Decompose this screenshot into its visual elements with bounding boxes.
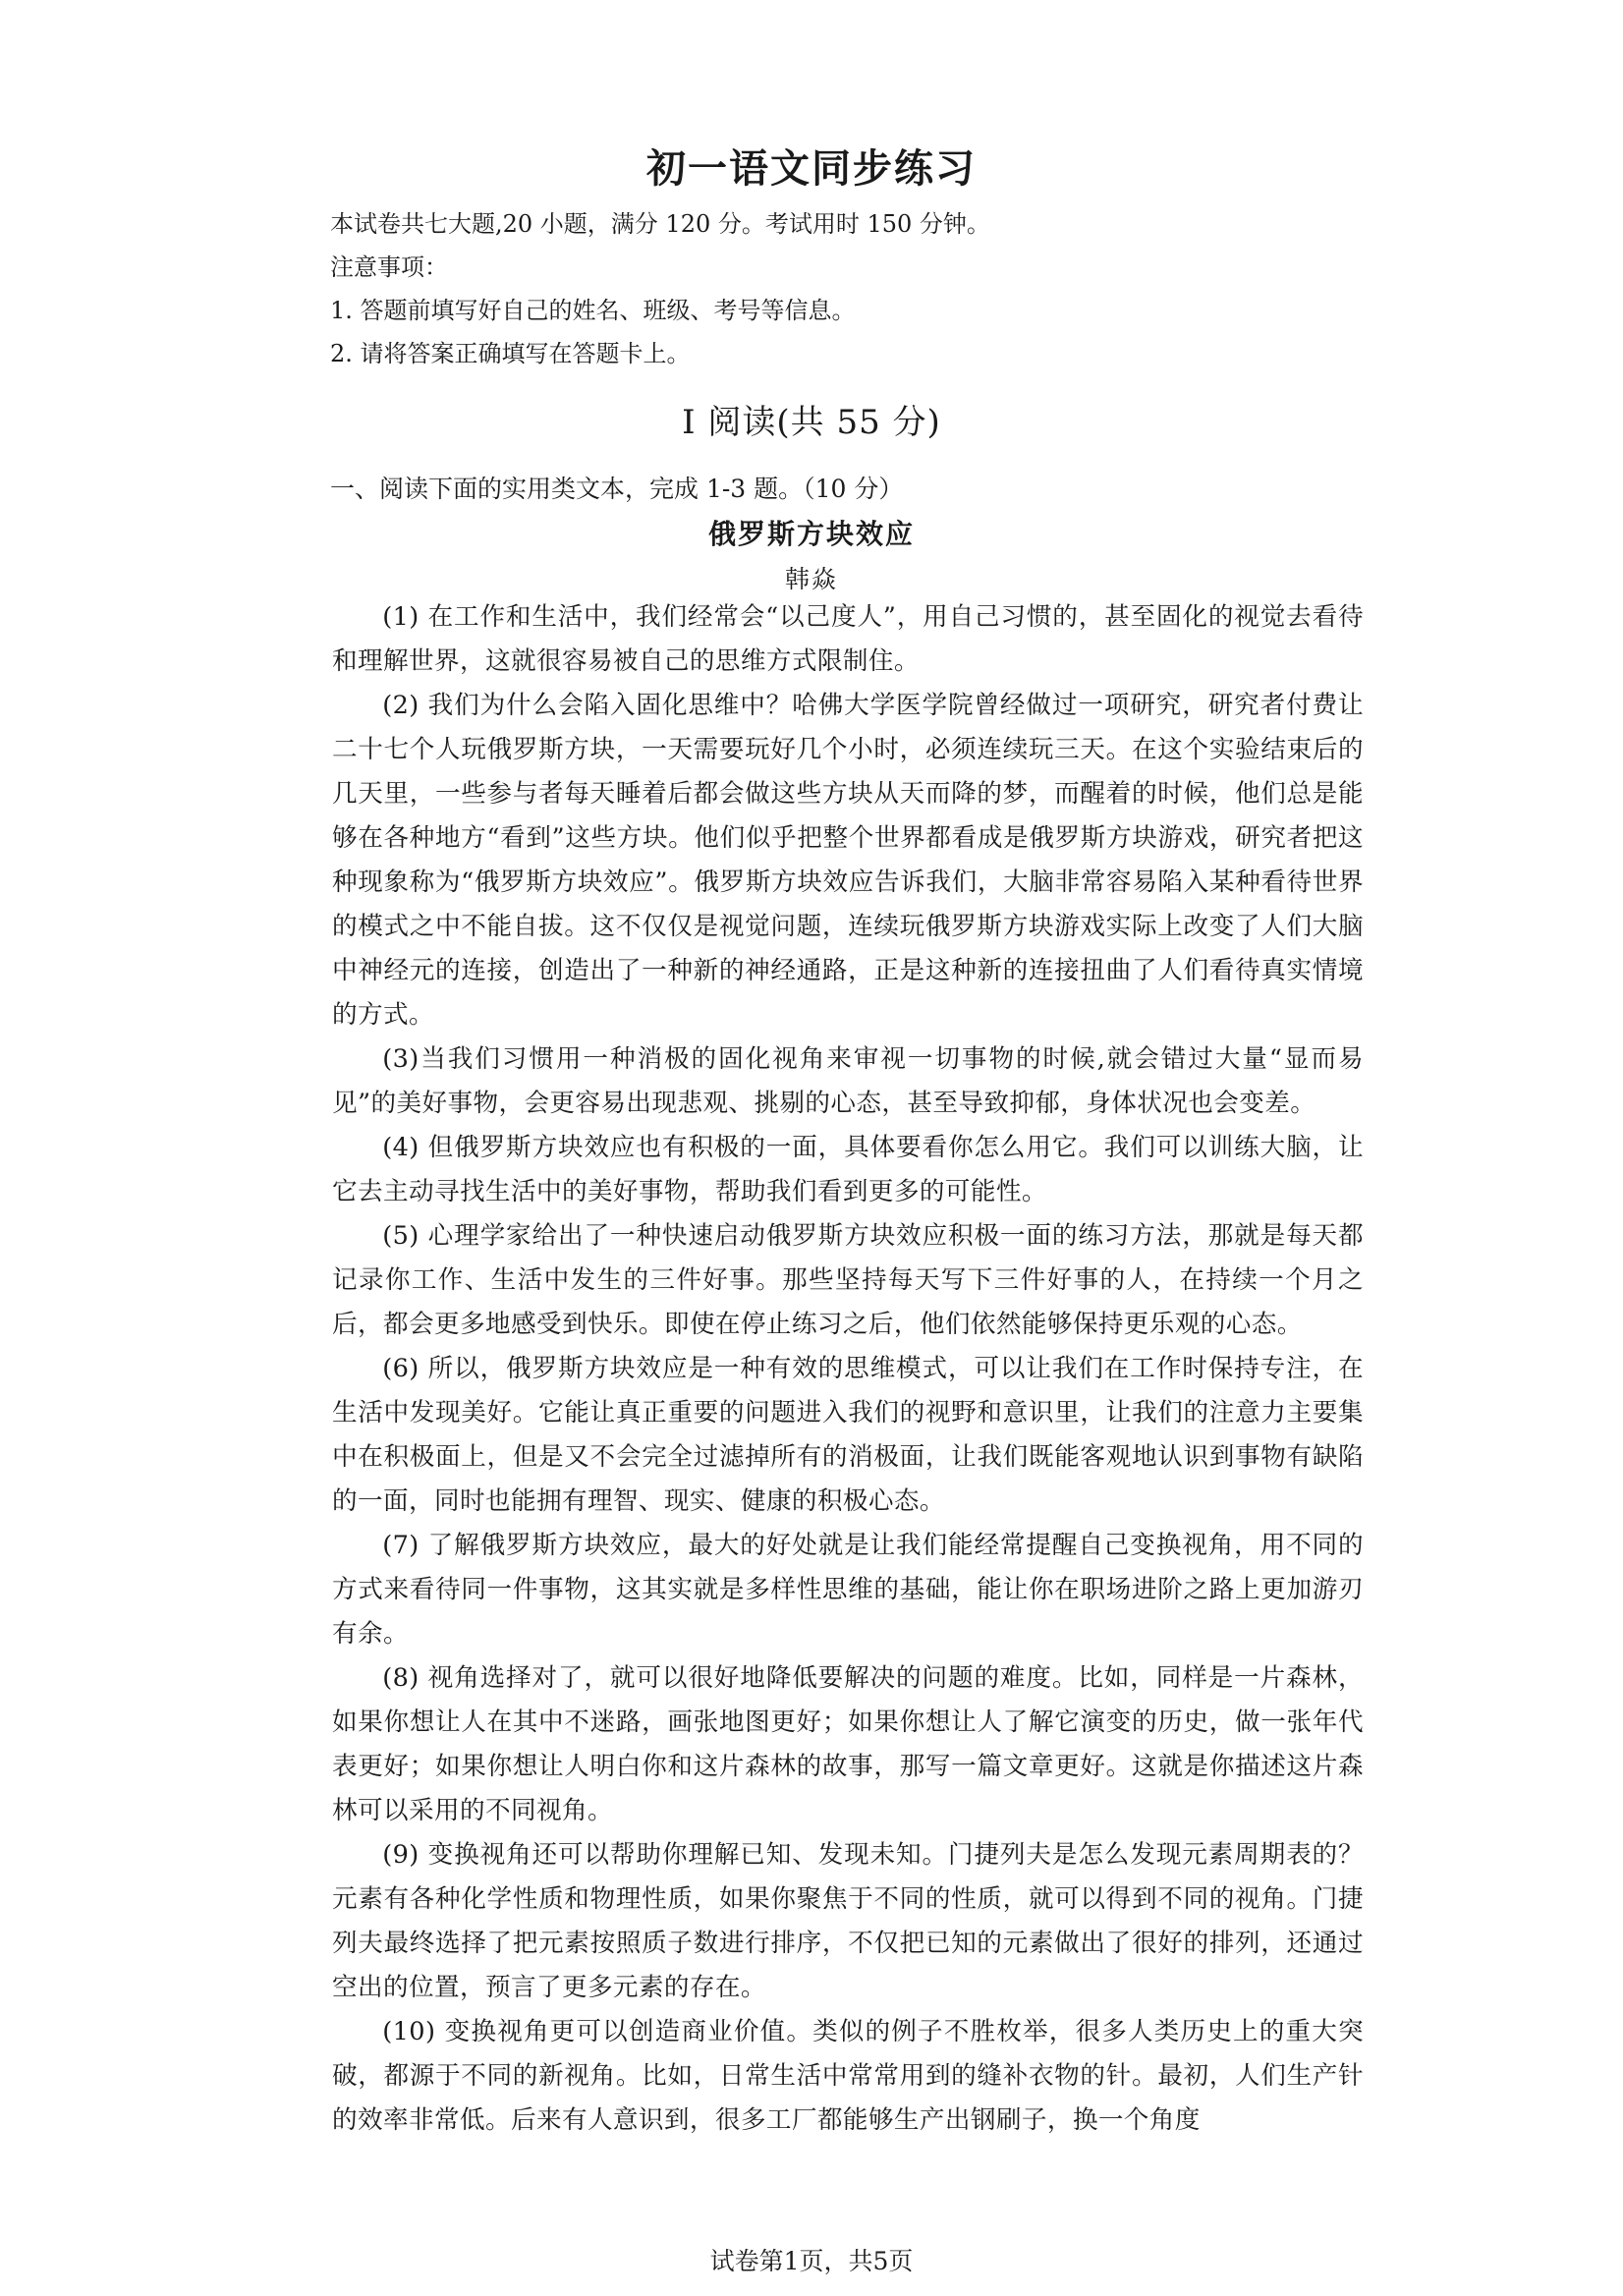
- paragraph-8: (8) 视角选择对了，就可以很好地降低要解决的问题的难度。比如，同样是一片森林，如果你想让人在其中不迷路，画张地图更好；如果你想让人了解它演变的历史，做一张年代表更好；如果你想让人明白你和这片森林的故事，那写一篇文章更好。这就是你描述这片森林可以采用的不同视角。: [332, 1663, 1364, 1825]
- page-footer: 试卷第1页，共5页: [709, 2247, 914, 2275]
- notice-item-1: 1. 答题前填写好自己的姓名、班级、考号等信息。: [330, 297, 856, 324]
- notice-label: 注意事项：: [330, 253, 448, 281]
- paragraph-7: (7) 了解俄罗斯方块效应，最大的好处就是让我们能经常提醒自己变换视角，用不同的方式来看待同一件事物，这其实就是多样性思维的基础，能让你在职场进阶之路上更加游刃有余。: [332, 1531, 1364, 1649]
- paragraph-5: (5) 心理学家给出了一种快速启动俄罗斯方块效应积极一面的练习方法，那就是每天都记录你工作、生活中发生的三件好事。那些坚持每天写下三件好事的人，在持续一个月之后，都会更多地感受到快乐。即使在停止练习之后，他们依然能够保持更乐观的心态。: [332, 1221, 1364, 1339]
- paragraph-3: (3)当我们习惯用一种消极的固化视角来审视一切事物的时候,就会错过大量“显而易见”的美好事物，会更容易出现悲观、挑剔的心态，甚至导致抑郁，身体状况也会变差。: [332, 1044, 1364, 1118]
- exam-info: 本试卷共七大题,20 小题，满分 120 分。考试用时 150 分钟。: [330, 210, 990, 238]
- article-author: 韩焱: [784, 565, 838, 593]
- paragraph-2: (2) 我们为什么会陷入固化思维中？哈佛大学医学院曾经做过一项研究，研究者付费让二十七个人玩俄罗斯方块，一天需要玩好几个小时，必须连续玩三天。在这个实验结束后的几天里，一些参与者每天睡着后都会做这些方块从天而降的梦，而醒着的时候，他们总是能够在各种地方“看到”这些方块。他们似乎把整个世界都看成是俄罗斯方块游戏，研究者把这种现象称为“俄罗斯方块效应”。俄罗斯方块效应告诉我们，大脑非常容易陷入某种看待世界的模式之中不能自拔。这不仅仅是视觉问题，连续玩俄罗斯方块游戏实际上改变了人们大脑中神经元的连接，创造出了一种新的神经通路，正是这种新的连接扭曲了人们看待真实情境的方式。: [332, 691, 1364, 1030]
- paragraph-1: (1) 在工作和生活中，我们经常会“以己度人”，用自己习惯的，甚至固化的视觉去看待和理解世界，这就很容易被自己的思维方式限制住。: [332, 602, 1364, 676]
- article-title: 俄罗斯方块效应: [707, 518, 915, 550]
- paragraph-9: (9) 变换视角还可以帮助你理解已知、发现未知。门捷列夫是怎么发现元素周期表的？元素有各种化学性质和物理性质，如果你聚焦于不同的性质，就可以得到不同的视角。门捷列夫最终选择了把元素按照质子数进行排序，不仅把已知的元素做出了很好的排列，还通过空出的位置，预言了更多元素的存在。: [332, 1840, 1364, 2002]
- paragraph-4: (4) 但俄罗斯方块效应也有积极的一面，具体要看你怎么用它。我们可以训练大脑，让它去主动寻找生活中的美好事物，帮助我们看到更多的可能性。: [332, 1133, 1364, 1206]
- article-body: [332, 595, 1364, 2143]
- paragraph-10: (10) 变换视角更可以创造商业价值。类似的例子不胜枚举，很多人类历史上的重大突破，都源于不同的新视角。比如，日常生活中常常用到的缝补衣物的针。最初，人们生产针的效率非常低。后来有人意识到，很多工厂都能够生产出钢刷子，换一个角度: [332, 2017, 1364, 2135]
- paragraph-6: (6) 所以，俄罗斯方块效应是一种有效的思维模式，可以让我们在工作时保持专注，在生活中发现美好。它能让真正重要的问题进入我们的视野和意识里，让我们的注意力主要集中在积极面上，但是又不会完全过滤掉所有的消极面，让我们既能客观地认识到事物有缺陷的一面，同时也能拥有理智、现实、健康的积极心态。: [332, 1354, 1364, 1516]
- section-heading: Ⅰ 阅读(共 55 分): [682, 403, 941, 442]
- page-title: 初一语文同步练习: [646, 146, 977, 192]
- question-heading: 一、阅读下面的实用类文本，完成 1-3 题。（10 分）: [330, 475, 904, 503]
- notice-item-2: 2. 请将答案正确填写在答题卡上。: [330, 340, 691, 367]
